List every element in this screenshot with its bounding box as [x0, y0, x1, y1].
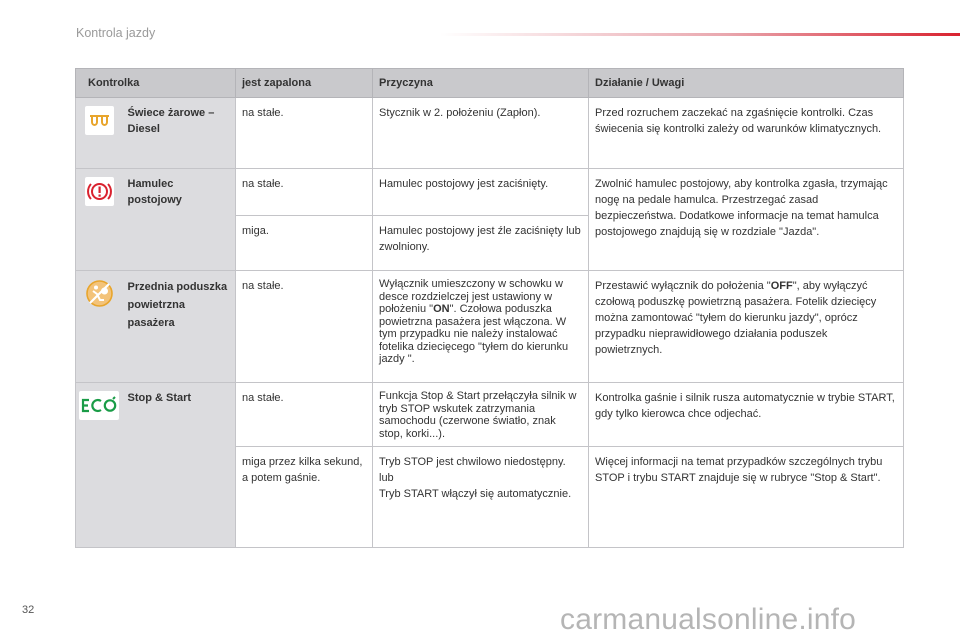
row-name: Stop & Start — [123, 383, 236, 548]
row-state: miga przez kilka sekund, a potem gaśnie. — [236, 447, 373, 548]
row-cause: Stycznik w 2. położeniu (Zapłon). — [373, 98, 589, 169]
row-cause: Hamulec postojowy jest zaciśnięty. — [373, 169, 589, 216]
column-header-state: jest zapalona — [236, 69, 373, 98]
column-header-kontrolka: Kontrolka — [76, 69, 123, 98]
column-header-cause: Przyczyna — [373, 69, 589, 98]
row-state: na stałe. — [236, 383, 373, 447]
header-accent-bar — [440, 33, 960, 36]
row-cause: Tryb STOP jest chwilowo niedostępny. lub Tryb START włączył się automatycznie. — [373, 447, 589, 548]
page-number: 32 — [22, 604, 35, 616]
row-name: Świece żarowe – Diesel — [123, 98, 236, 169]
row-cause: Wyłącznik umieszczony w schowku w desce rozdzielczej jest ustawiony w położeniu "ON". Czołowa poduszka powietrzna pasażera jest włączona. W tym przypadku nie należy instalować fotelika dziecięcego "tyłem do kierunku jazdy ". — [373, 271, 589, 383]
row-action: Przed rozruchem zaczekać na zgaśnięcie kontrolki. Czas świecenia się kontrolki zależy od warunków klimatycznych. — [589, 98, 904, 169]
watermark: carmanualsonline.info — [560, 603, 857, 636]
table-row — [76, 98, 904, 169]
off-position-label: OFF — [770, 280, 793, 292]
table-row — [76, 169, 904, 216]
row-state: na stałe. — [236, 169, 373, 216]
row-action: Zwolnić hamulec postojowy, aby kontrolka zgasła, trzymając nogę na pedale hamulca. Przestrzegać zasad bezpieczeństwa. Dodatkowe informacje na temat hamulca postojowego znajdują się w rozdziale "Jazda". — [589, 169, 904, 271]
eco-icon — [79, 391, 119, 420]
row-action: Przestawić wyłącznik do położenia "OFF", aby wyłączyć czołową poduszkę powietrzną pasażera. Fotelik dziecięcy można zamontować "tyłem do kierunku jazdy", oprócz przypadku nieprawidłowego działania poduszek powietrznych. — [589, 271, 904, 383]
section-title: Kontrola jazdy — [76, 26, 156, 40]
row-state: na stałe. — [236, 271, 373, 383]
warning-lights-table — [75, 68, 904, 548]
table-row — [76, 383, 904, 447]
row-action: Kontrolka gaśnie i silnik rusza automatycznie w trybie START, gdy tylko kierowca chce odjechać. — [589, 383, 904, 447]
table-row — [76, 271, 904, 383]
row-name: Hamulec postojowy — [123, 169, 236, 271]
parking-brake-icon — [85, 177, 114, 206]
row-cause: Hamulec postojowy jest źle zaciśnięty lub zwolniony. — [373, 216, 589, 271]
column-header-action: Działanie / Uwagi — [589, 69, 904, 98]
row-cause: Funkcja Stop & Start przełączyła silnik w tryb STOP wskutek zatrzymania samochodu (czerwone światło, znak stop, korki...). — [373, 383, 589, 447]
table-header-row — [76, 69, 904, 98]
row-state: na stałe. — [236, 98, 373, 169]
passenger-airbag-off-icon — [85, 279, 114, 308]
row-state: miga. — [236, 216, 373, 271]
row-name: Przednia poduszka powietrzna pasażera — [123, 271, 236, 383]
glow-plug-icon — [85, 106, 114, 135]
row-action: Więcej informacji na temat przypadków szczególnych trybu STOP i trybu START znajduje się w rubryce "Stop & Start". — [589, 447, 904, 548]
on-position-label: ON — [433, 303, 450, 315]
